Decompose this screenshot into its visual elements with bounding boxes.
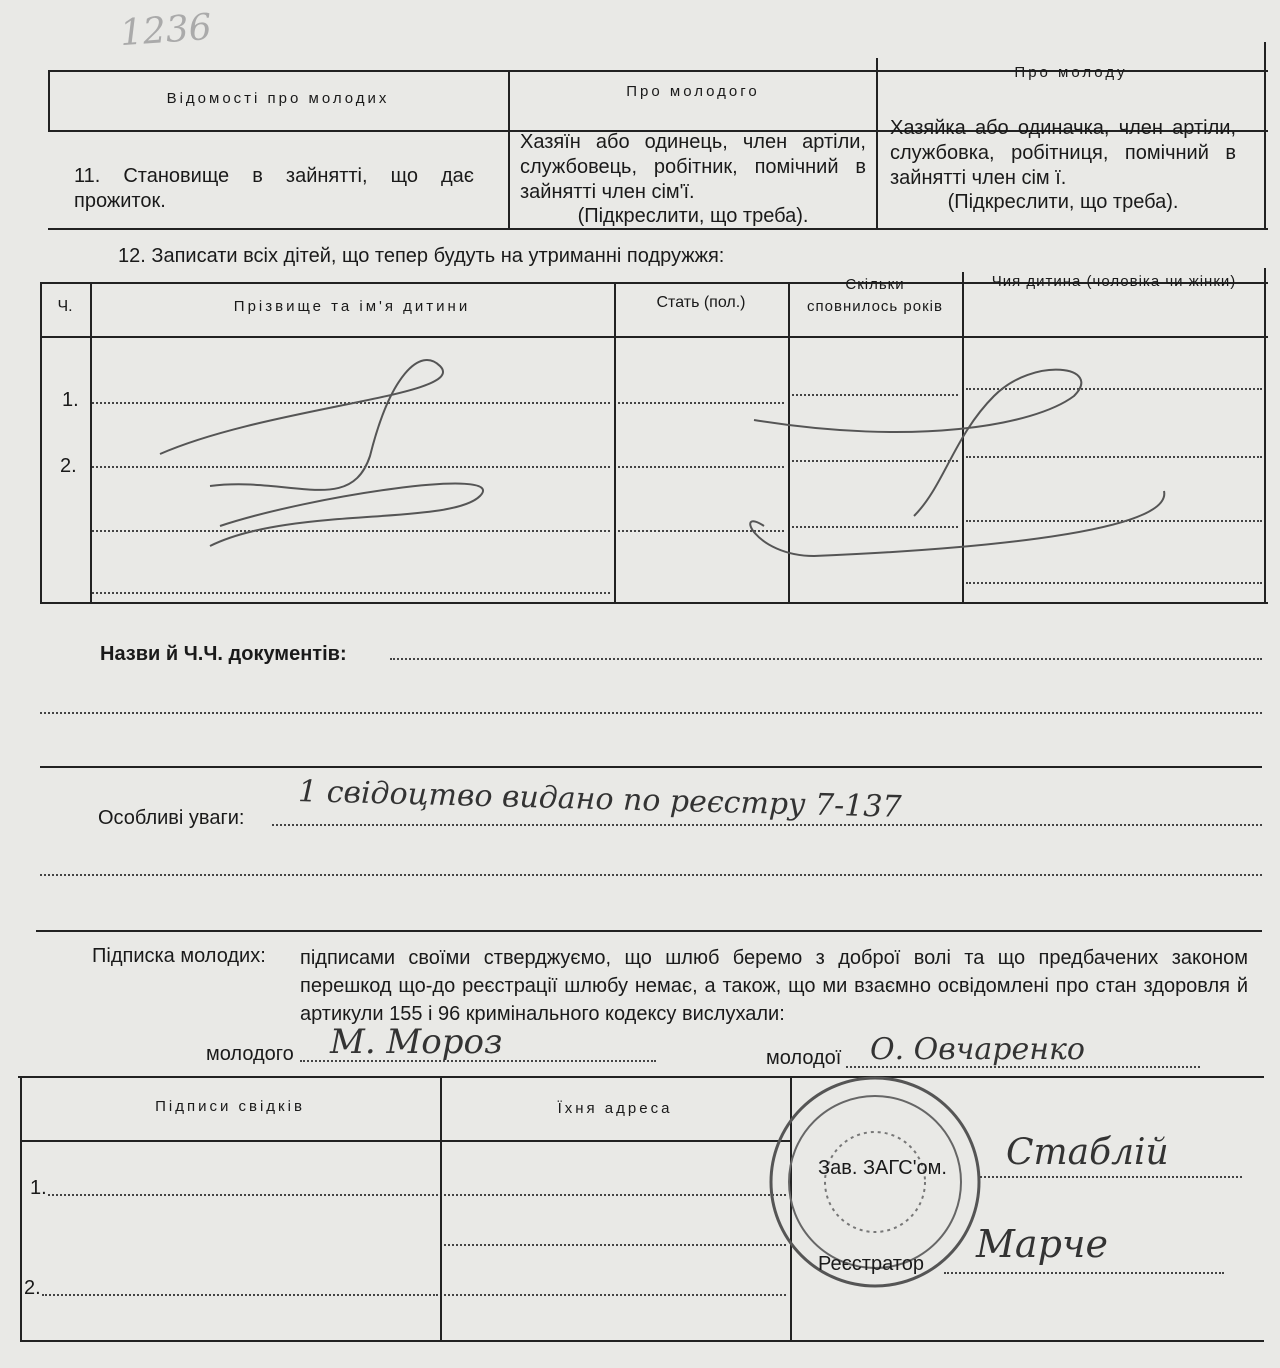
groom-occupation-note: (Підкреслити, що треба). <box>577 205 809 227</box>
remarks-label: Особливі уваги: <box>98 807 245 829</box>
col-whose: Чия дитина (чоловіка чи жінки) <box>991 273 1237 290</box>
child-names-strikeout <box>90 336 614 602</box>
bride-occupation: Хазяйка або одиначка, член артіли, службовка, робітниця, помічний в зайнятті член сім ї. <box>890 117 1236 189</box>
bride-signature-label: молодої <box>766 1047 842 1069</box>
bride-signature: О. Овчаренко <box>870 1032 1085 1067</box>
witness-row-1-number: 1. <box>30 1177 47 1199</box>
header-info: Відомості про молодих <box>166 90 390 107</box>
head-signature: Стаблій <box>1006 1132 1169 1173</box>
header-groom: Про молодого <box>626 83 760 100</box>
groom-signature: М. Мороз <box>330 1022 503 1062</box>
col-witness-signatures: Підписи свідків <box>155 1098 305 1115</box>
registrar-signature: Марче <box>976 1222 1109 1266</box>
child-row-1-number: 1. <box>62 389 79 411</box>
remarks-handwritten: 1 свідоцтво видано по реєстру 7-137 <box>297 774 902 825</box>
child-row-2-number: 2. <box>60 455 77 477</box>
witness-row-2-number: 2. <box>24 1277 41 1299</box>
bride-occupation-note: (Підкреслити, що треба). <box>947 191 1179 213</box>
oath-text: підписами своїми стверджуємо, що шлюб беремо з доброї волі та що предбачених законом перешкод що-до реєстрації шлюбу немає, а також, що ми взаємно освідомлені про стан здоровля й артикули 155 і 96 кримінального кодексу вислухали: <box>300 947 1248 1025</box>
col-witness-address: Їхня адреса <box>557 1100 673 1117</box>
documents-label: Назви й Ч.Ч. документів: <box>100 643 347 665</box>
archive-number: 1236 <box>118 6 213 55</box>
col-child-name: Прізвище та ім'я дитини <box>233 298 471 315</box>
children-title: 12. Записати всіх дітей, що тепер будуть на утриманні подружжя: <box>118 245 725 267</box>
registrar-label: Реєстратор <box>818 1253 924 1275</box>
col-age: Скільки сповнилось років <box>807 276 943 315</box>
oath-label: Підписка молодих: <box>92 945 266 967</box>
header-bride: Про молоду <box>1014 64 1128 81</box>
col-sex: Стать (пол.) <box>656 294 746 311</box>
child-details-strikeout <box>614 336 1264 602</box>
question-11: 11. Становище в зайнятті, що дає прожиток. <box>74 165 474 212</box>
documents-line <box>390 658 1262 660</box>
groom-signature-label: молодого <box>206 1043 294 1065</box>
head-label: Зав. ЗАГС'ом. <box>818 1157 947 1179</box>
remarks-line <box>272 824 1262 826</box>
col-number: Ч. <box>57 298 73 315</box>
groom-occupation: Хазяїн або одинець, член артіли, службовець, робітник, помічний в зайнятті член сім'ї. <box>520 131 866 203</box>
